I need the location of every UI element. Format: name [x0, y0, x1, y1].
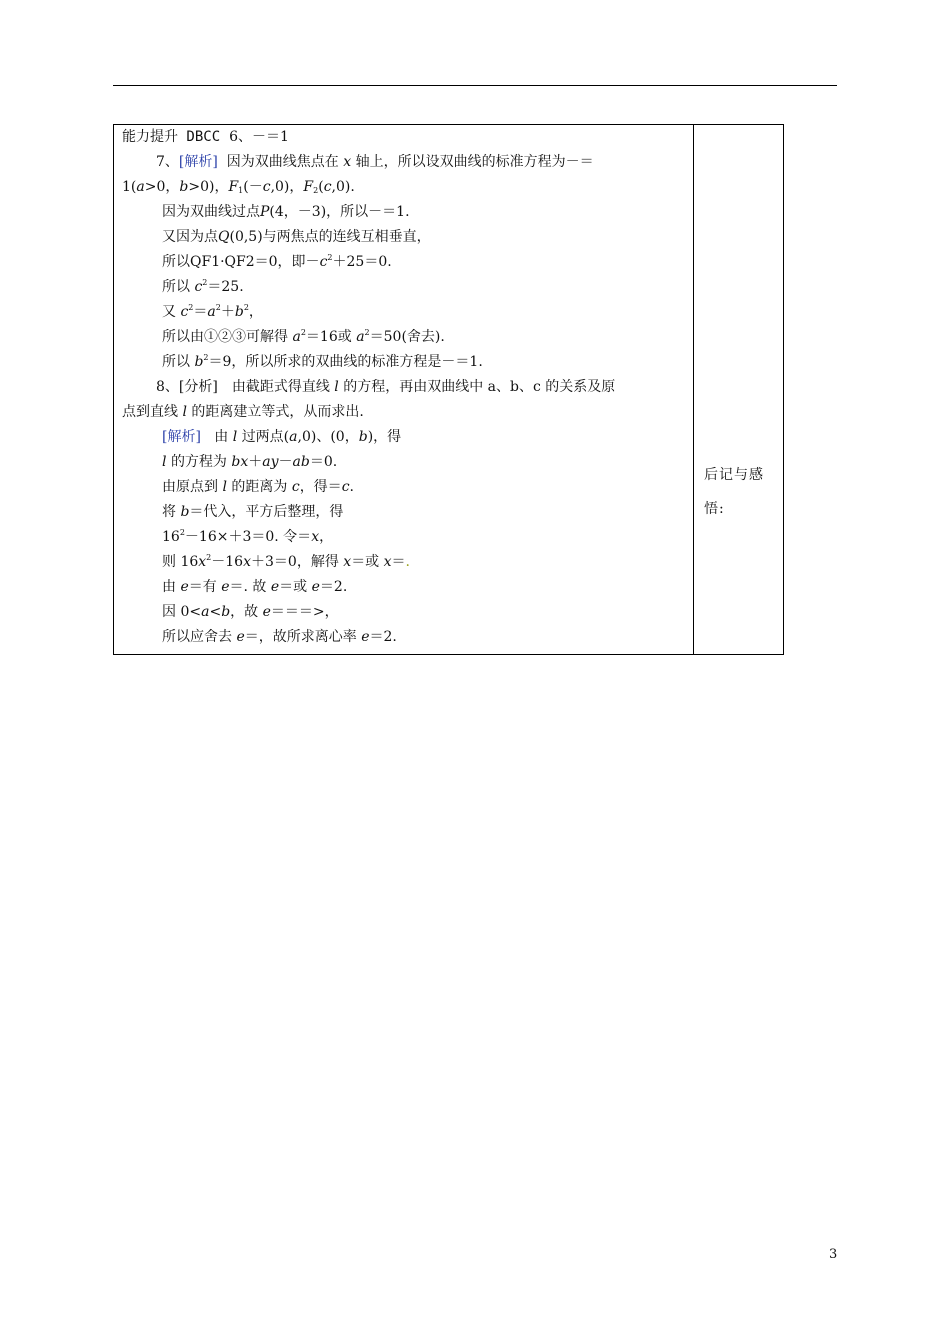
p8-line-10: 因 0<a<b，故 e＝＝＝>， — [162, 604, 339, 620]
ability-line: 能力提升 DBCC 6、－＝1 — [122, 129, 289, 145]
p8-line-1: 8、[分析] 由截距式得直线 l 的方程，再由双曲线中 a、b、c 的关系及原 — [156, 379, 616, 395]
p8-line-5: 由原点到 l 的距离为 c，得＝c. — [162, 479, 354, 495]
solution-cell — [114, 125, 694, 654]
p7-line-5: 所以QF1·QF2＝0，即$-c^2+25=0$. — [162, 253, 392, 270]
ability-label: 能力提升 DBCC — [122, 129, 221, 145]
p8-line-6: 将 b＝代入，平方后整理，得 — [162, 504, 344, 520]
p8-line-11: 所以应舍去 e＝，故所求离心率 e＝2. — [162, 629, 397, 645]
p7-line-3: 因为双曲线过点P(4，－3)，所以－＝1. — [162, 204, 410, 220]
analysis-tag: [解析] — [162, 429, 201, 445]
p7-line-2: 1(a>0，b>0)，$F_1(-c,0)$，$F_2(c,0)$. — [122, 179, 355, 195]
content-table — [113, 124, 784, 655]
notes-cell — [694, 125, 783, 654]
p7-line-6: 所以 $c^2=25$. — [162, 278, 244, 295]
p8-line-8: 则 $16x^2-16x+3=0$，解得 x＝或 x＝. — [162, 553, 410, 570]
page-number: 3 — [829, 1247, 838, 1262]
p7-line-7: 又 $c^2=a^2+b^2$， — [162, 303, 263, 320]
p8-line-7: $16^2-16\times+3=0$. 令＝x， — [162, 528, 334, 545]
afterword-label: 后记与感 悟: — [704, 467, 764, 517]
header-rule — [113, 85, 837, 86]
p8-line-3: [解析] 由 l 过两点(a,0)、(0，b)，得 — [162, 429, 402, 445]
p7-line-4: 又因为点Q(0,5)与两焦点的连线互相垂直， — [162, 229, 431, 245]
p7-line-8: 所以由①②③可解得 $a^2=16$或 $a^2=50$(舍去). — [162, 328, 445, 345]
analysis-tag: [解析] — [178, 154, 218, 170]
p8-line-4: l 的方程为 bx＋ay－ab＝0. — [162, 454, 338, 470]
p8-line-2: 点到直线 l 的距离建立等式，从而求出. — [122, 404, 364, 420]
p8-line-9: 由 e＝有 e＝. 故 e＝或 e＝2. — [162, 579, 348, 595]
highlight-mark: . — [405, 554, 410, 570]
p7-line-1: 7、[解析] 因为双曲线焦点在 x 轴上，所以设双曲线的标准方程为－＝ — [156, 154, 594, 170]
p7-line-9: 所以 $b^2=9$，所以所求的双曲线的标准方程是－＝1. — [162, 353, 483, 370]
